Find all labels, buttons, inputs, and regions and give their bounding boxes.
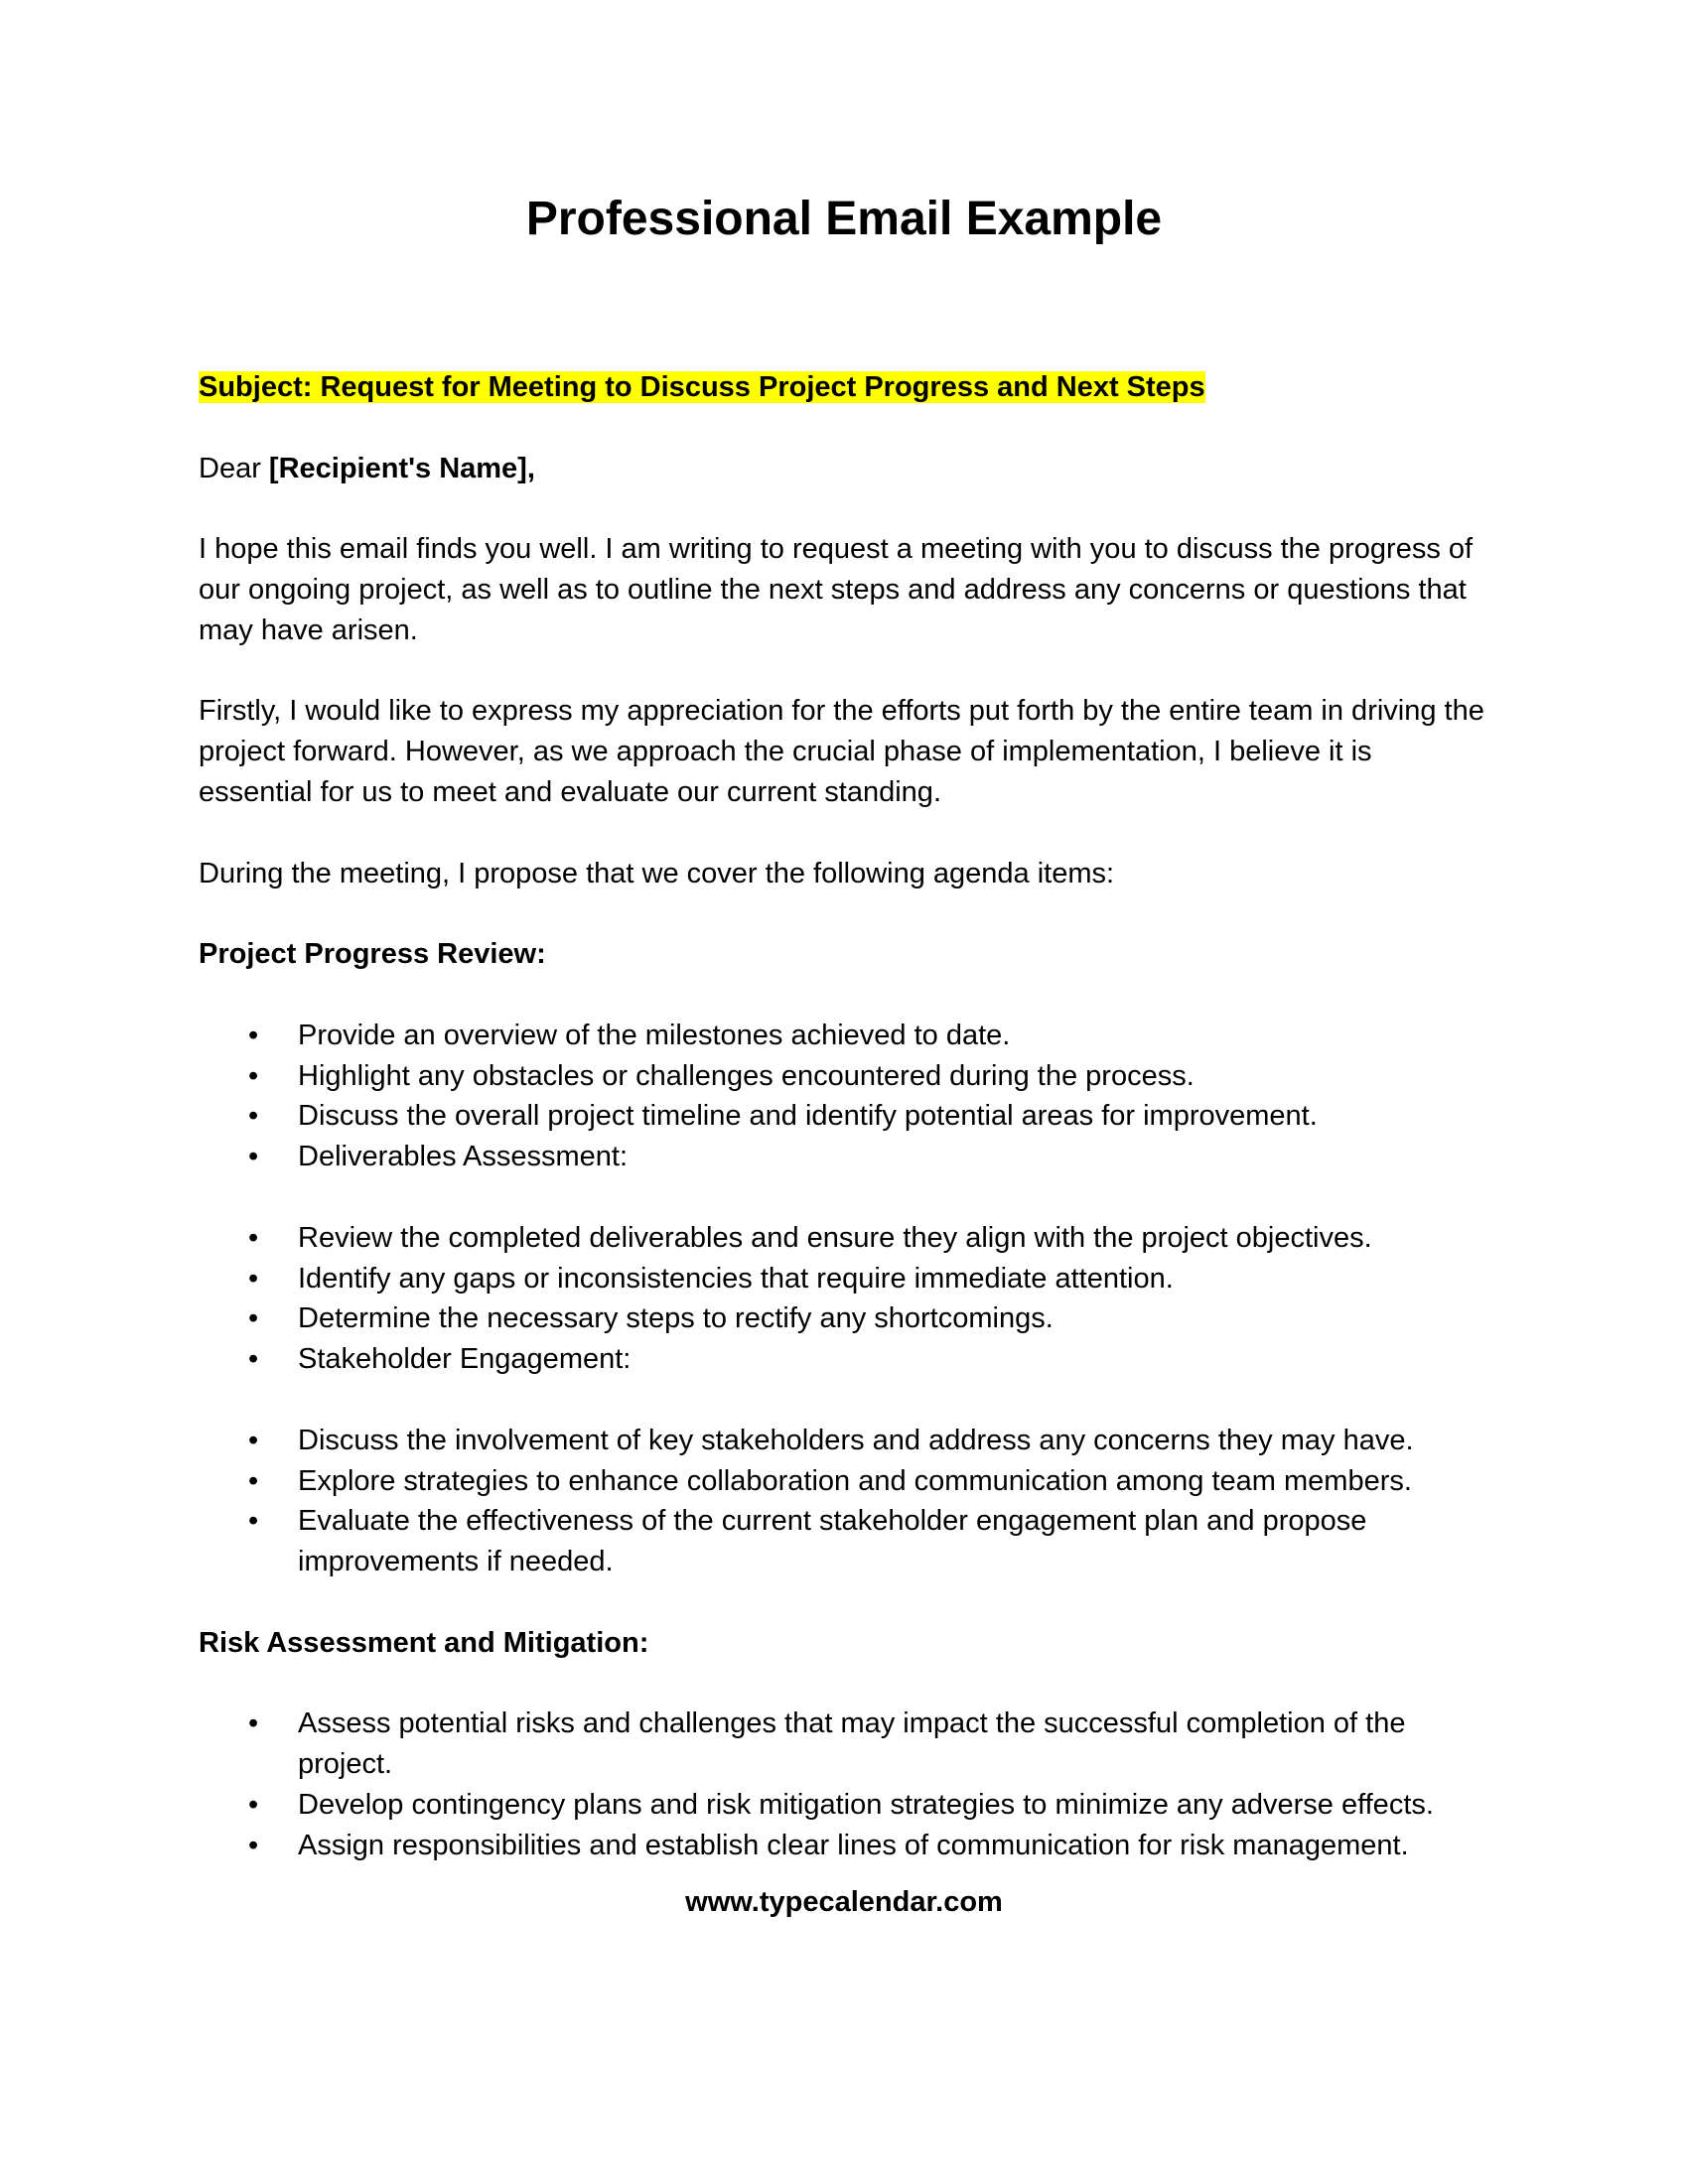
list-item-text: Assign responsibilities and establish clear lines of communication for risk management. [298,1829,1409,1861]
list-item-text: Assess potential risks and challenges that may impact the successful completion of the project. [298,1707,1406,1781]
list-item-text: Develop contingency plans and risk mitigation strategies to minimize any adverse effects. [298,1788,1434,1821]
list-item [199,1339,1489,1380]
list-item-text: Identify any gaps or inconsistencies that require immediate attention. [298,1262,1174,1295]
bullet-icon: • [248,1059,259,1092]
document-title: Professional Email Example [525,193,1163,245]
list-item [199,1259,1489,1299]
list-item-text: Stakeholder Engagement: [298,1343,632,1376]
subject-highlight: Subject: Request for Meeting to Discuss Project Progress and Next Steps [199,371,1205,403]
list-item [199,1218,1489,1259]
bullet-icon: • [248,1424,259,1456]
list-item [199,1785,1489,1826]
appreciation-paragraph: Firstly, I would like to express my appreciation for the efforts put forth by the entire team in driving the project forward. However, as we approach the crucial phase of implementation, I believe it is essential for us to meet and evaluate our current standing. [199,695,1484,808]
section-heading-progress: Project Progress Review: [199,938,546,971]
recipient-placeholder: [Recipient's Name], [268,452,535,484]
bullet-icon: • [248,1505,259,1538]
list-item [199,1501,1489,1582]
list-item [199,1421,1489,1461]
risk-list [199,1704,1489,1865]
bullet-icon: • [248,1829,259,1861]
list-item-text: Determine the necessary steps to rectify any shortcomings. [298,1302,1054,1335]
bullet-icon: • [248,1343,259,1376]
list-item-text: Deliverables Assessment: [298,1141,629,1173]
list-item-text: Discuss the involvement of key stakeholders and address any concerns they may have. [298,1424,1414,1456]
bullet-icon: • [248,1302,259,1335]
list-item [199,1704,1489,1785]
list-item-text: Explore strategies to enhance collaboration and communication among team members. [298,1464,1412,1497]
list-item [199,1096,1489,1137]
bullet-icon: • [248,1464,259,1497]
list-item [199,1826,1489,1866]
list-item-text: Discuss the overall project timeline and identify potential areas for improvement. [298,1100,1318,1133]
footer-url: www.typecalendar.com [685,1886,1003,1918]
list-item [199,1016,1489,1056]
list-item [199,1137,1489,1177]
list-item-text: Highlight any obstacles or challenges encountered during the process. [298,1059,1195,1092]
list-item [199,1298,1489,1339]
list-item-text: Provide an overview of the milestones achieved to date. [298,1019,1011,1051]
email-body [199,367,1489,1906]
subject-line [199,367,1489,408]
list-item-text: Review the completed deliverables and ensure they align with the project objectives. [298,1221,1372,1254]
list-item [199,1461,1489,1502]
bullet-icon: • [248,1262,259,1295]
bullet-icon: • [248,1100,259,1133]
list-item [199,1056,1489,1097]
bullet-icon: • [248,1141,259,1173]
salutation-prefix: Dear [199,452,269,484]
salutation [199,449,1489,489]
bullet-icon: • [248,1019,259,1051]
bullet-icon: • [248,1788,259,1821]
agenda-intro: During the meeting, I propose that we cover the following agenda items: [199,857,1115,889]
intro-paragraph: I hope this email finds you well. I am writing to request a meeting with you to discuss the progress of our ongoing project, as well as to outline the next steps and address any concerns or questions that may have arisen. [199,533,1474,646]
bullet-icon: • [248,1221,259,1254]
progress-list [199,1016,1489,1177]
list-item-text: Evaluate the effectiveness of the current stakeholder engagement plan and propose improvements if needed. [298,1505,1367,1578]
bullet-icon: • [248,1707,259,1740]
stakeholder-list [199,1421,1489,1582]
deliverables-list [199,1218,1489,1380]
section-heading-risk: Risk Assessment and Mitigation: [199,1626,649,1659]
